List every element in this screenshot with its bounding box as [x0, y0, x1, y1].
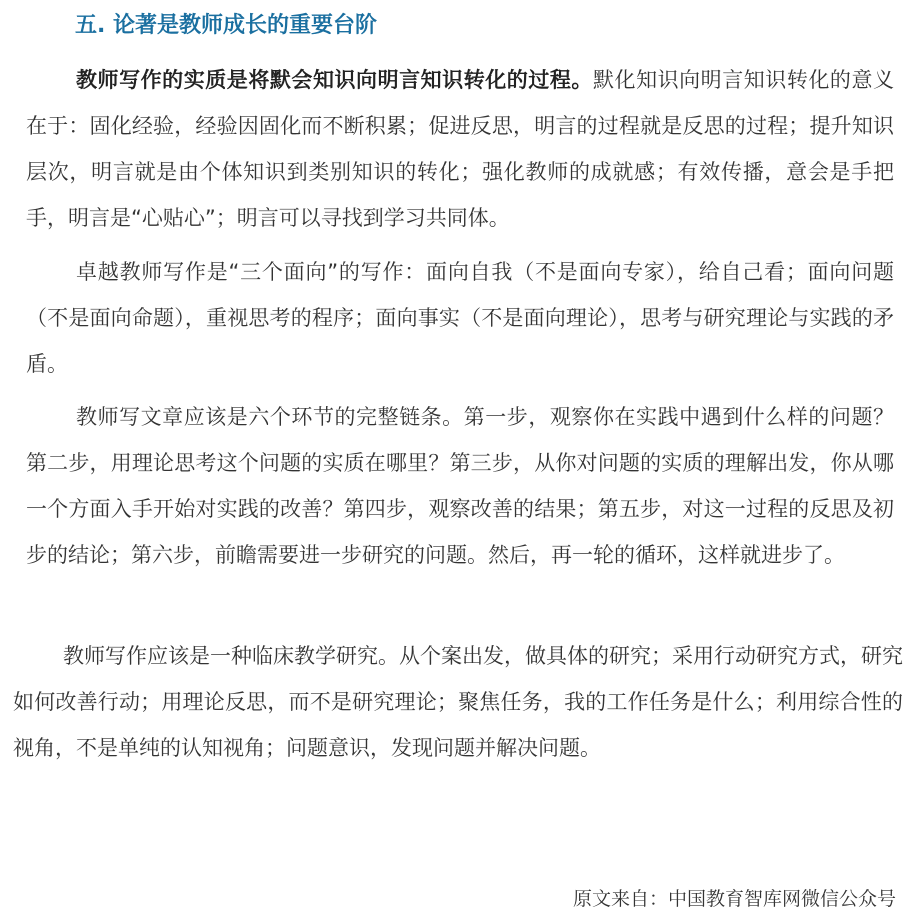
paragraph-lead-bold: 教师写作的实质是将默会知识向明言知识转化的过程。 — [76, 68, 593, 92]
paragraph-essence — [26, 57, 894, 241]
paragraph-six-steps — [26, 394, 894, 578]
paragraph-clinical-research — [13, 633, 903, 771]
paragraph-three-orientations — [26, 249, 894, 387]
paragraph-body: 教师写作应该是一种临床教学研究。从个案出发，做具体的研究；采用行动研究方式，研究如何改善行动；用理论反思，而不是研究理论；聚焦任务，我的工作任务是什么；利用综合性的视角，不是单纯的认知视角；问题意识，发现问题并解决问题。 — [13, 644, 903, 760]
section-heading: 五. 论著是教师成长的重要台阶 — [75, 13, 378, 38]
paragraph-body: 教师写文章应该是六个环节的完整链条。第一步，观察你在实践中遇到什么样的问题？第二步，用理论思考这个问题的实质在哪里？第三步，从你对问题的实质的理解出发，你从哪一个方面入手开始对实践的改善？第四步，观察改善的结果；第五步，对这一过程的反思及初步的结论；第六步，前瞻需要进一步研究的问题。然后，再一轮的循环，这样就进步了。 — [26, 405, 894, 567]
paragraph-body: 卓越教师写作是“三个面向”的写作：面向自我（不是面向专家），给自己看；面向问题（不是面向命题），重视思考的程序；面向事实（不是面向理论），思考与研究理论与实践的矛盾。 — [26, 260, 894, 376]
source-attribution: 原文来自：中国教育智库网微信公众号 — [572, 888, 896, 910]
paragraph-body: 默化知识向明言知识转化的意义在于：固化经验，经验因固化而不断积累；促进反思，明言的过程就是反思的过程；提升知识层次，明言就是由个体知识到类别知识的转化；强化教师的成就感；有效传播，意会是手把手，明言是“心贴心”；明言可以寻找到学习共同体。 — [26, 68, 895, 230]
